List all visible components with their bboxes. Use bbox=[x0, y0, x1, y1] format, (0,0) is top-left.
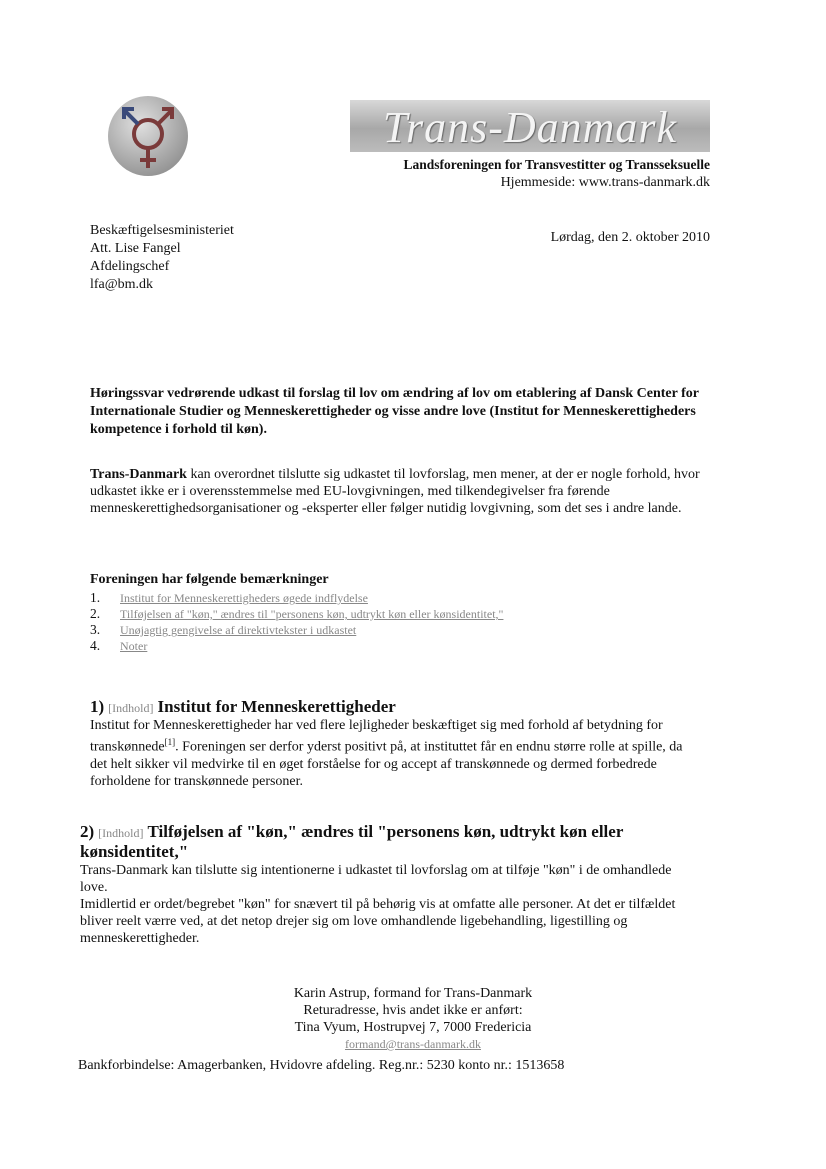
section-2-number: 2) bbox=[80, 822, 95, 841]
organization-name: Landsforeningen for Transvestitter og Transseksuelle bbox=[403, 157, 710, 172]
remarks-list bbox=[90, 590, 503, 654]
website-line: Hjemmeside: www.trans-danmark.dk bbox=[500, 175, 710, 190]
section-2-para-2: Imidlertid er ordet/begrebet "køn" for snævert til på behørig vis at omfatte alle personer. At det er tilfældet bliver reelt værre ved, at det netop drejer sig om love omhandlende ligebehandling, ligestilling og menneskerettigheder. bbox=[80, 897, 676, 946]
list-item bbox=[90, 606, 503, 622]
section-2-contents-link[interactable]: [Indhold] bbox=[98, 826, 144, 840]
section-2-title: Tilføjelsen af "køn," ændres til "personens køn, udtrykt køn eller kønsidentitet," bbox=[80, 822, 624, 861]
intro-org-name: Trans-Danmark bbox=[90, 467, 187, 482]
remarks-title: Foreningen har følgende bemærkninger bbox=[90, 572, 329, 587]
section-1 bbox=[90, 697, 700, 790]
transgender-symbol-icon bbox=[108, 96, 188, 176]
brand-banner bbox=[350, 100, 710, 152]
list-item bbox=[90, 638, 503, 654]
list-item-number: 4. bbox=[90, 638, 101, 653]
list-item-number: 2. bbox=[90, 606, 101, 621]
section-2-heading bbox=[80, 822, 690, 862]
letter-heading: Høringssvar vedrørende udkast til forslag til lov om ændring af lov om etablering af Dansk Center for Internationale Studier og Menneskerettigheder og visse andre love (Institut for Menneskerettigheders kompetence i forhold til køn). bbox=[90, 386, 699, 437]
section-1-body bbox=[90, 717, 700, 790]
bank-details: Bankforbindelse: Amagerbanken, Hvidovre afdeling. Reg.nr.: 5230 konto nr.: 1513658 bbox=[78, 1058, 565, 1073]
return-address: Tina Vyum, Hostrupvej 7, 7000 Fredericia bbox=[294, 1020, 532, 1035]
recipient-line: Att. Lise Fangel bbox=[90, 241, 181, 256]
letter-date: Lørdag, den 2. oktober 2010 bbox=[550, 230, 710, 245]
section-2-para-1: Trans-Danmark kan tilslutte sig intentionerne i udkastet til lovforslag om at tilføje "køn" i de omhandlede love. bbox=[80, 863, 672, 895]
transgender-symbol-logo bbox=[108, 96, 188, 176]
footnote-ref[interactable]: [1] bbox=[164, 737, 176, 747]
intro-paragraph bbox=[90, 466, 710, 517]
list-item bbox=[90, 590, 503, 606]
toc-link-1[interactable]: Institut for Menneskerettigheders øgede indflydelse bbox=[120, 591, 368, 605]
section-1-number: 1) bbox=[90, 697, 105, 716]
list-item-number: 1. bbox=[90, 590, 101, 605]
list-item bbox=[90, 622, 503, 638]
list-item-number: 3. bbox=[90, 622, 101, 637]
section-2 bbox=[80, 822, 690, 947]
toc-link-2[interactable]: Tilføjelsen af "køn," ændres til "personens køn, udtrykt køn eller kønsidentitet," bbox=[120, 607, 504, 621]
section-1-heading bbox=[90, 697, 700, 717]
return-address-label: Returadresse, hvis andet ikke er anført: bbox=[303, 1003, 523, 1018]
section-1-text: Institut for Menneskerettigheder har ved flere lejligheder beskæftiget sig med forhold af betydning for transkønnede bbox=[90, 718, 663, 755]
intro-text: kan overordnet tilslutte sig udkastet til lovforslag, men mener, at der er nogle forhold, hvor udkastet ikke er i overensstemmelse med EU-lovgivningen, med tilkendegivelser fra førende menneskerettighedsorganisationer og -eksperter eller følger nutidig lovgivning, som det ses i andre lande. bbox=[90, 467, 700, 516]
letter-footer bbox=[0, 985, 826, 1053]
recipient-email: lfa@bm.dk bbox=[90, 277, 154, 292]
toc-link-4[interactable]: Noter bbox=[120, 639, 148, 653]
footer-email-link[interactable]: formand@trans-danmark.dk bbox=[344, 1037, 481, 1051]
section-1-contents-link[interactable]: [Indhold] bbox=[108, 701, 154, 715]
recipient-address bbox=[90, 222, 234, 294]
recipient-line: Afdelingschef bbox=[90, 259, 170, 274]
recipient-line: Beskæftigelsesministeriet bbox=[90, 223, 234, 238]
toc-link-3[interactable]: Unøjagtig gengivelse af direktivtekster i udkastet bbox=[120, 623, 357, 637]
signature-line: Karin Astrup, formand for Trans-Danmark bbox=[293, 986, 533, 1001]
section-1-text: . Foreningen ser derfor yderst positivt på, at instituttet får en endnu større rolle at spille, da det helt sikker vil medvirke til en øget forståelse for og accept af transkønnede og dermed forbedrede forholdene for transkønnede personer. bbox=[90, 739, 683, 789]
brand-banner-text: Trans-Danmark bbox=[382, 103, 678, 152]
section-1-title: Institut for Menneskerettigheder bbox=[157, 697, 396, 716]
